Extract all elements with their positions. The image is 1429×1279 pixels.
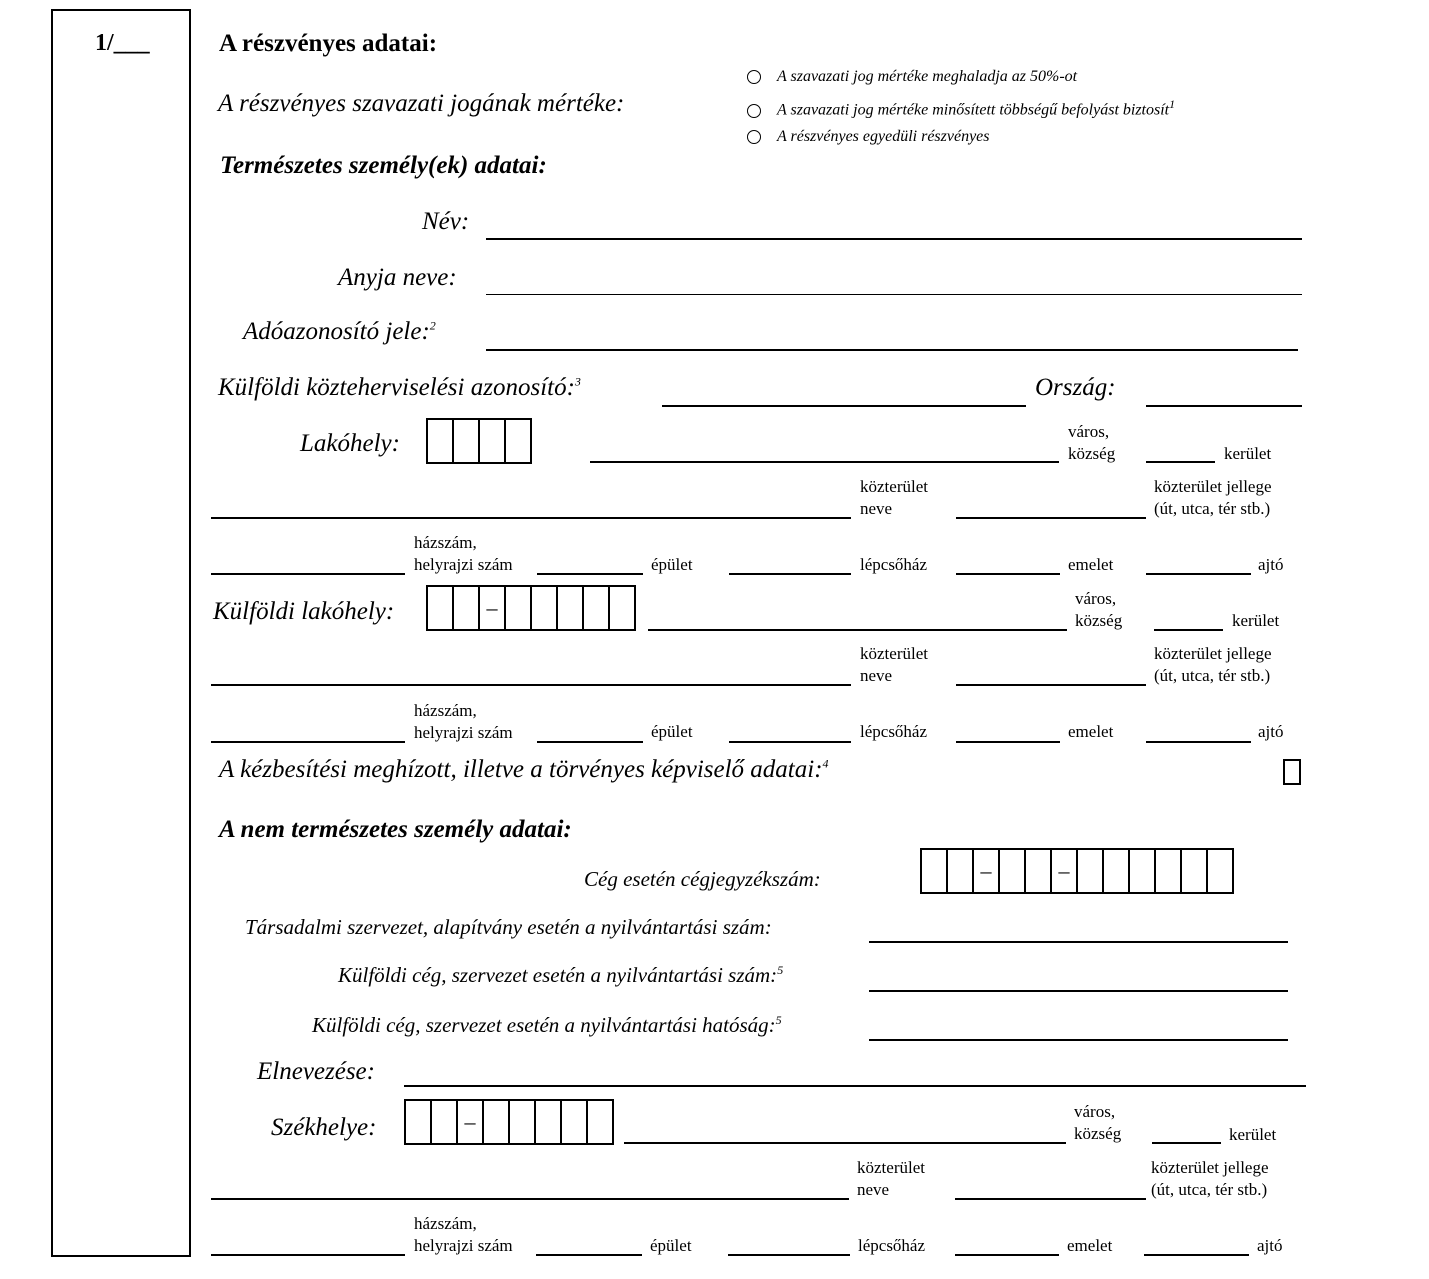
natural-person-title: Természetes személy(ek) adatai: <box>220 152 547 179</box>
seat-city-label: város, község <box>1074 1102 1122 1143</box>
foreign-postcode-boxes[interactable] <box>426 585 636 631</box>
radio-icon[interactable] <box>747 130 761 144</box>
foreign-street-type-label: közterület jellege (út, utca, tér stb.) <box>1154 644 1272 685</box>
digit-box[interactable] <box>506 585 532 631</box>
tax-id-field[interactable] <box>486 349 1298 351</box>
foreign-street-name-label: közterület neve <box>860 644 928 685</box>
country-label: Ország: <box>1035 374 1116 401</box>
seat-street-type-field[interactable] <box>955 1198 1146 1200</box>
digit-box[interactable] <box>454 418 480 464</box>
digit-box[interactable] <box>536 1099 562 1145</box>
seat-building-label: épület <box>650 1236 692 1255</box>
digit-box[interactable] <box>1156 848 1182 894</box>
foreign-house-number-label: házszám, helyrajzi szám <box>414 701 513 742</box>
digit-box[interactable] <box>510 1099 536 1145</box>
digit-box[interactable] <box>562 1099 588 1145</box>
seat-house-number-label: házszám, helyrajzi szám <box>414 1214 513 1255</box>
seat-street-name-label: közterület neve <box>857 1158 925 1199</box>
foreign-residence-label: Külföldi lakóhely: <box>213 598 395 625</box>
seat-district-field[interactable] <box>1152 1142 1221 1144</box>
digit-box[interactable]: – <box>1052 848 1078 894</box>
seat-house-number-field[interactable] <box>211 1254 405 1256</box>
radio-icon[interactable] <box>747 104 761 118</box>
digit-box[interactable] <box>454 585 480 631</box>
digit-box[interactable] <box>922 848 948 894</box>
voting-option-2[interactable]: A szavazati jog mértéke minősített többségű befolyást biztosít$^1$ <box>747 97 1175 119</box>
ngo-reg-label: Társadalmi szervezet, alapítvány esetén a nyilvántartási szám: <box>245 915 772 939</box>
digit-box[interactable] <box>432 1099 458 1145</box>
staircase-label: lépcsőház <box>860 555 928 574</box>
mother-name-label: Anyja neve: <box>338 264 457 291</box>
foreign-tax-field[interactable] <box>662 405 1026 407</box>
foreign-street-type-field[interactable] <box>956 684 1146 686</box>
company-name-field[interactable] <box>404 1085 1306 1087</box>
seat-staircase-label: lépcsőház <box>858 1236 926 1255</box>
city-field[interactable] <box>590 461 1059 463</box>
district-label: kerület <box>1224 444 1272 463</box>
agent-label: A kézbesítési meghízott, illetve a törvényes képviselő adatai:$^4$ <box>219 756 829 783</box>
foreign-building-field[interactable] <box>537 741 643 743</box>
digit-box[interactable] <box>584 585 610 631</box>
digit-box[interactable] <box>948 848 974 894</box>
voting-option-3[interactable]: A részvényes egyedüli részvényes <box>747 128 990 146</box>
house-number-field[interactable] <box>211 573 405 575</box>
company-reg-boxes[interactable] <box>920 848 1234 894</box>
digit-box[interactable] <box>406 1099 432 1145</box>
digit-box[interactable] <box>1078 848 1104 894</box>
voting-label: A részvényes szavazati jogának mértéke: <box>218 90 625 117</box>
city-label: város, község <box>1068 422 1116 463</box>
building-label: épület <box>651 555 693 574</box>
floor-field[interactable] <box>956 573 1060 575</box>
page-number: 1/___ <box>95 30 150 56</box>
foreign-city-field[interactable] <box>648 629 1067 631</box>
digit-box[interactable] <box>484 1099 510 1145</box>
district-field[interactable] <box>1146 461 1215 463</box>
radio-icon[interactable] <box>747 70 761 84</box>
seat-building-field[interactable] <box>536 1254 642 1256</box>
foreign-city-label: város, község <box>1075 589 1123 630</box>
street-type-field[interactable] <box>956 517 1146 519</box>
digit-box[interactable]: – <box>480 585 506 631</box>
house-number-label: házszám, helyrajzi szám <box>414 533 513 574</box>
digit-box[interactable] <box>1182 848 1208 894</box>
digit-box[interactable] <box>1208 848 1234 894</box>
ngo-reg-field[interactable] <box>869 941 1288 943</box>
digit-box[interactable]: – <box>974 848 1000 894</box>
seat-label: Székhelye: <box>271 1114 377 1141</box>
section-title: A részvényes adatai: <box>219 30 438 57</box>
foreign-reg-field[interactable] <box>869 990 1288 992</box>
page-number-box <box>51 9 191 1257</box>
foreign-door-field[interactable] <box>1146 741 1251 743</box>
foreign-building-label: épület <box>651 722 693 741</box>
foreign-street-name-field[interactable] <box>211 684 851 686</box>
street-name-label: közterület neve <box>860 477 928 518</box>
seat-floor-field[interactable] <box>955 1254 1059 1256</box>
seat-city-field[interactable] <box>624 1142 1066 1144</box>
agent-checkbox[interactable] <box>1283 759 1301 785</box>
digit-box[interactable] <box>428 585 454 631</box>
postcode-boxes[interactable] <box>426 418 532 464</box>
voting-option-1[interactable]: A szavazati jog mértéke meghaladja az 50%-ot <box>747 68 1077 86</box>
digit-box[interactable] <box>428 418 454 464</box>
foreign-authority-label: Külföldi cég, szervezet esetén a nyilvántartási hatóság:$^5$ <box>312 1013 782 1037</box>
digit-box[interactable] <box>1026 848 1052 894</box>
tax-id-label: Adóazonosító jele:$^2$ <box>243 318 436 345</box>
street-name-field[interactable] <box>211 517 851 519</box>
legal-entity-title: A nem természetes személy adatai: <box>219 816 572 843</box>
digit-box[interactable] <box>1104 848 1130 894</box>
foreign-district-label: kerület <box>1232 611 1280 630</box>
digit-box[interactable] <box>1130 848 1156 894</box>
digit-box[interactable] <box>558 585 584 631</box>
foreign-tax-label: Külföldi közteherviselési azonosító:$^3$ <box>218 374 581 401</box>
digit-box[interactable] <box>588 1099 614 1145</box>
seat-postcode-boxes[interactable] <box>404 1099 614 1145</box>
door-field[interactable] <box>1146 573 1251 575</box>
foreign-floor-field[interactable] <box>956 741 1060 743</box>
digit-box[interactable] <box>610 585 636 631</box>
country-field[interactable] <box>1146 405 1302 407</box>
floor-label: emelet <box>1068 555 1114 574</box>
seat-street-type-label: közterület jellege (út, utca, tér stb.) <box>1151 1158 1269 1199</box>
seat-floor-label: emelet <box>1067 1236 1113 1255</box>
digit-box[interactable] <box>532 585 558 631</box>
seat-door-field[interactable] <box>1144 1254 1249 1256</box>
company-reg-label: Cég esetén cégjegyzékszám: <box>584 867 821 891</box>
foreign-house-number-field[interactable] <box>211 741 405 743</box>
foreign-authority-field[interactable] <box>869 1039 1288 1041</box>
foreign-door-label: ajtó <box>1258 722 1284 741</box>
digit-box[interactable] <box>506 418 532 464</box>
digit-box[interactable] <box>1000 848 1026 894</box>
residence-label: Lakóhely: <box>300 430 400 457</box>
foreign-district-field[interactable] <box>1154 629 1223 631</box>
name-label: Név: <box>422 208 470 235</box>
street-type-label: közterület jellege (út, utca, tér stb.) <box>1154 477 1272 518</box>
foreign-floor-label: emelet <box>1068 722 1114 741</box>
seat-staircase-field[interactable] <box>728 1254 850 1256</box>
seat-door-label: ajtó <box>1257 1236 1283 1255</box>
foreign-reg-label: Külföldi cég, szervezet esetén a nyilvántartási szám:$^5$ <box>338 963 784 987</box>
seat-street-name-field[interactable] <box>211 1198 849 1200</box>
company-name-label: Elnevezése: <box>257 1058 375 1085</box>
door-label: ajtó <box>1258 555 1284 574</box>
foreign-staircase-field[interactable] <box>729 741 851 743</box>
digit-box[interactable]: – <box>458 1099 484 1145</box>
seat-district-label: kerület <box>1229 1125 1277 1144</box>
name-field[interactable] <box>486 238 1302 240</box>
foreign-staircase-label: lépcsőház <box>860 722 928 741</box>
staircase-field[interactable] <box>729 573 851 575</box>
digit-box[interactable] <box>480 418 506 464</box>
building-field[interactable] <box>537 573 643 575</box>
mother-name-field[interactable] <box>486 294 1302 295</box>
